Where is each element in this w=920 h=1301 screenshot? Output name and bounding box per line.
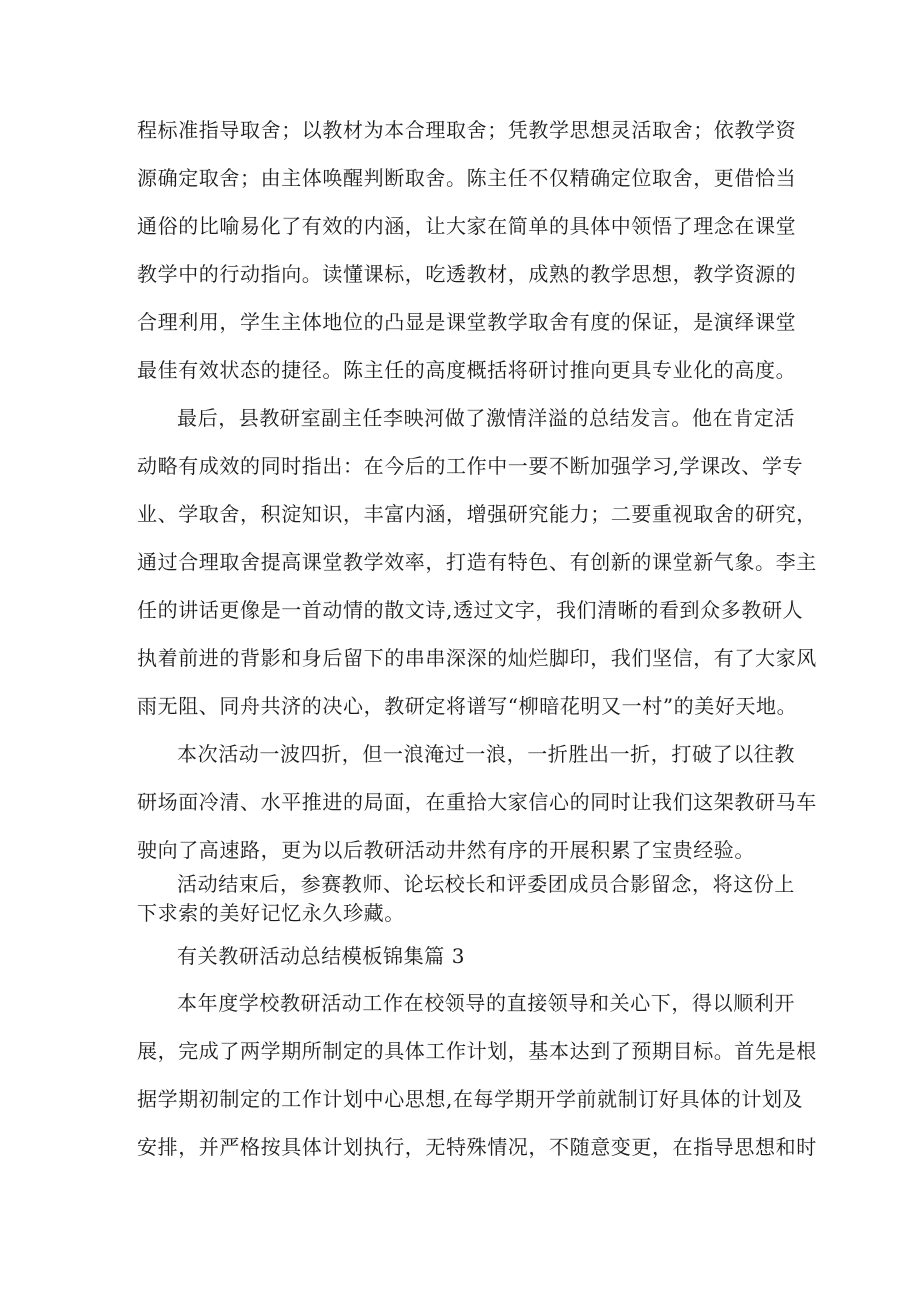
paragraph-line: 研场面冷清、水平推进的局面，在重拾大家信心的同时让我们这架教研马车 [137,790,817,814]
section-heading: 有关教研活动总结模板锦集篇 3 [177,944,466,968]
paragraph-line: 教学中的行动指向。读懂课标，吃透教材，成熟的教学思想，教学资源的 [137,262,797,286]
paragraph-line: 最后，县教研室副主任李映河做了激情洋溢的总结发言。他在肯定活 [177,406,795,430]
paragraph-line: 程标准指导取舍；以教材为本合理取舍；凭教学思想灵活取舍；依教学资 [137,118,797,142]
paragraph-line: 业、学取舍，积淀知识，丰富内涵，增强研究能力；二要重视取舍的研究， [137,502,817,526]
paragraph-line: 最佳有效状态的捷径。陈主任的高度概括将研讨推向更具专业化的高度。 [137,358,797,382]
paragraph-line: 任的讲话更像是一首动情的散文诗,透过文字，我们清晰的看到众多教研人 [137,598,804,622]
paragraph-line: 通俗的比喻易化了有效的内涵，让大家在简单的具体中领悟了理念在课堂 [137,214,797,238]
paragraph-line: 源确定取舍；由主体唤醒判断取舍。陈主任不仅精确定位取舍，更借恰当 [137,166,797,190]
paragraph-line: 通过合理取舍提高课堂教学效率，打造有特色、有创新的课堂新气象。李主 [137,550,817,574]
paragraph-line: 据学期初制定的工作计划中心思想,在每学期开学前就制订好具体的计划及 [137,1087,804,1111]
paragraph-line: 动略有成效的同时指出：在今后的工作中一要不断加强学习,学课改、学专 [137,454,804,478]
paragraph-line: 合理利用，学生主体地位的凸显是课堂教学取舍有度的保证，是演绎课堂 [137,310,797,334]
paragraph-line: 驶向了高速路，更为以后教研活动井然有序的开展积累了宝贵经验。 [137,838,755,862]
paragraph-line: 执着前进的背影和身后留下的串串深深的灿烂脚印，我们坚信，有了大家风 [137,646,817,670]
paragraph-line: 下求索的美好记忆永久珍藏。 [137,901,405,925]
paragraph-line: 雨无阻、同舟共济的决心，教研定将谱写“柳暗花明又一村”的美好天地。 [137,694,798,718]
paragraph-line: 安排，并严格按具体计划执行，无特殊情况，不随意变更，在指导思想和时 [137,1135,817,1159]
paragraph-line: 活动结束后，参赛教师、论坛校长和评委团成员合影留念，将这份上 [177,872,795,896]
paragraph-line: 本次活动一波四折，但一浪淹过一浪，一折胜出一折，打破了以往教 [177,742,795,766]
paragraph-line: 本年度学校教研活动工作在校领导的直接领导和关心下，得以顺利开 [177,991,795,1015]
paragraph-line: 展，完成了两学期所制定的具体工作计划，基本达到了预期目标。首先是根 [137,1039,817,1063]
